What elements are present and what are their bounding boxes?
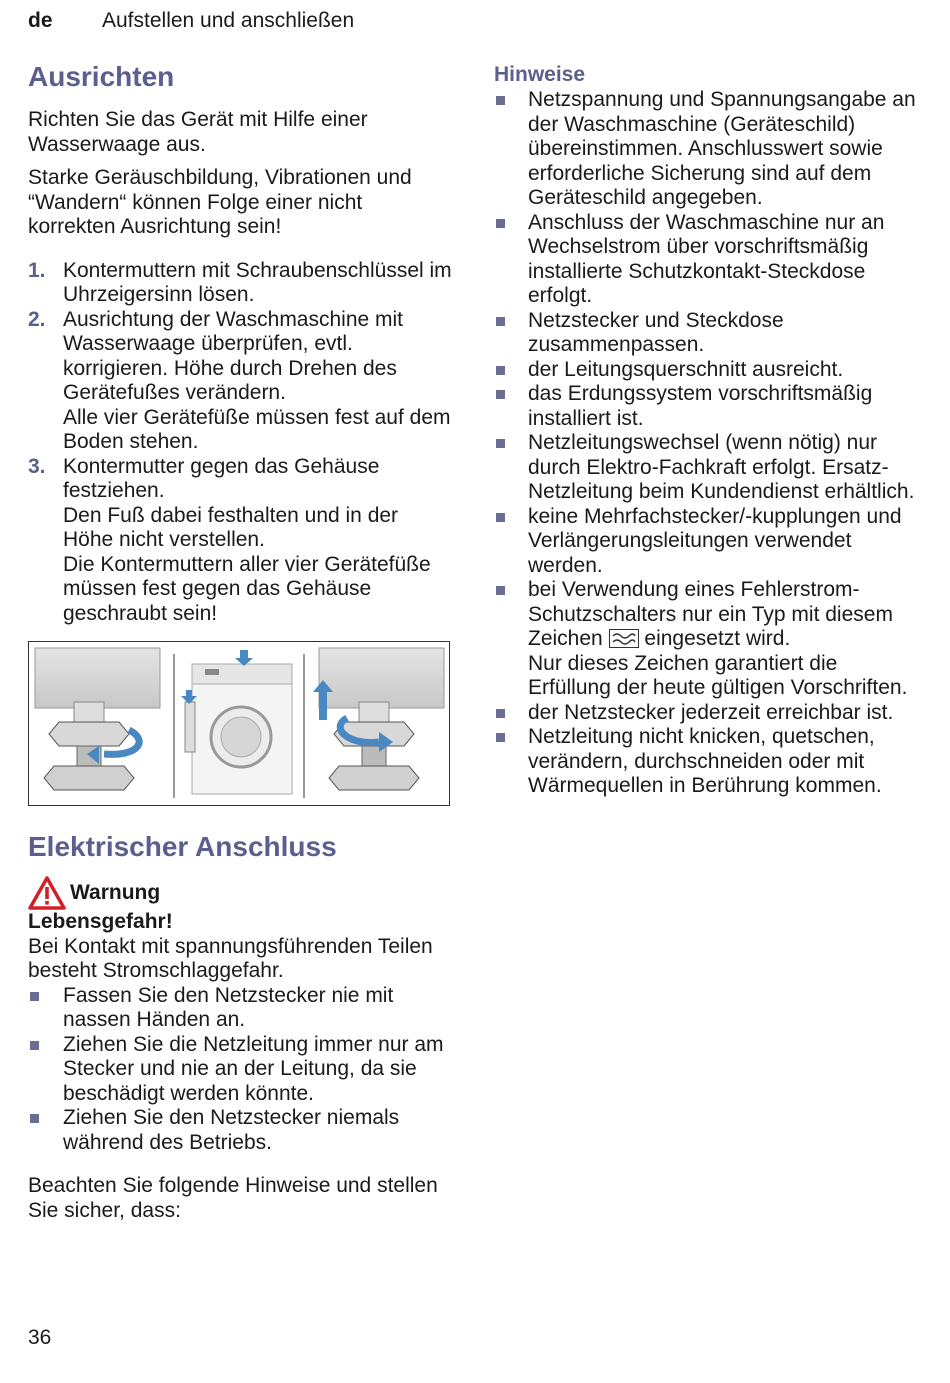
warning-triangle-icon xyxy=(28,876,66,910)
list-item xyxy=(494,725,924,799)
safety-bullets xyxy=(28,984,453,1156)
bullet-text: Netzstecker und Steckdose zusammenpassen. xyxy=(528,308,784,356)
bullet-square-icon xyxy=(496,709,505,718)
bullet-square-icon xyxy=(496,219,505,228)
header-section-title: Aufstellen und anschließen xyxy=(102,9,355,32)
rcd-text-after: eingesetzt wird. xyxy=(644,627,791,650)
warning-label: Warnung xyxy=(70,881,161,904)
alignment-illustration xyxy=(28,641,450,806)
hinweise-heading: Hinweise xyxy=(494,63,586,86)
danger-title: Lebensgefahr! xyxy=(28,910,173,933)
step-text: Den Fuß dabei festhalten und in der Höhe nicht verstellen. xyxy=(63,503,399,551)
step-text: Die Kontermuttern aller vier Gerätefüße müssen fest gegen das Gehäuse geschraubt sein! xyxy=(63,552,431,625)
ausrichten-para-1: Richten Sie das Gerät mit Hilfe einer Wasserwaage aus. xyxy=(28,108,368,156)
list-item xyxy=(494,358,924,383)
step-item xyxy=(28,259,453,308)
right-column xyxy=(494,62,924,799)
rcd-note: Nur dieses Zeichen garantiert die Erfüllung der heute gültigen Vorschriften. xyxy=(528,651,908,699)
heading-ausrichten: Ausrichten xyxy=(28,61,175,92)
closing-text: Beachten Sie folgende Hinweise und stellen Sie sicher, dass: xyxy=(28,1174,438,1222)
hinweise-list xyxy=(494,88,924,799)
bullet-square-icon xyxy=(496,733,505,742)
warning-header xyxy=(28,876,453,910)
bullet-text: Ziehen Sie die Netzleitung immer nur am Stecker und nie an der Leitung, da sie beschädigt werden könnte. xyxy=(63,1032,444,1105)
step-text: Kontermutter gegen das Gehäuse festziehen. xyxy=(63,454,380,502)
left-column xyxy=(28,60,453,1223)
bullet-square-icon xyxy=(496,96,505,105)
step-text: Ausrichtung der Waschmaschine mit Wasserwaage überprüfen, evtl. korrigieren. Höhe durch Drehen des Gerätefußes verändern. xyxy=(63,307,404,404)
bullet-text: keine Mehrfachstecker/-kupplungen und Verlängerungsleitungen verwendet werden. xyxy=(528,504,902,577)
list-item xyxy=(28,1106,453,1155)
washing-machine-drawing xyxy=(181,650,292,794)
bullet-text: Anschluss der Waschmaschine nur an Wechselstrom über vorschriftsmäßig installierte Schutzkontakt-Steckdose erfolgt. xyxy=(528,210,885,307)
feet-and-machine-drawing xyxy=(29,642,449,805)
bullet-text: das Erdungssystem vorschriftsmäßig installiert ist. xyxy=(528,382,873,430)
foot-loosen-drawing xyxy=(35,648,160,790)
step-number: 2. xyxy=(28,307,46,331)
bullet-square-icon xyxy=(30,1041,39,1050)
bullet-text: Netzleitung nicht knicken, quetschen, verändern, durchschneiden oder mit Wärmequellen in Berührung kommen. xyxy=(528,725,882,797)
list-item xyxy=(494,309,924,358)
step-text: Alle vier Gerätefüße müssen fest auf dem Boden stehen. xyxy=(63,405,451,453)
bullet-square-icon xyxy=(496,390,505,399)
bullet-square-icon xyxy=(30,1114,39,1123)
list-item xyxy=(494,382,924,431)
ausrichten-para-2: Starke Geräuschbildung, Vibrationen und “Wandern“ können Folge einer nicht korrekten Ausrichtung sein! xyxy=(28,166,412,238)
bullet-text: Netzleitungswechsel (wenn nötig) nur durch Elektro-Fachkraft erfolgt. Ersatz-Netzleitung beim Kundendienst erhältlich. xyxy=(528,431,915,503)
list-item xyxy=(494,211,924,309)
bullet-text: der Netzstecker jederzeit erreichbar ist. xyxy=(528,700,894,724)
bullet-text: Fassen Sie den Netzstecker nie mit nassen Händen an. xyxy=(63,983,394,1031)
heading-elektrischer-anschluss: Elektrischer Anschluss xyxy=(28,831,337,862)
header-language: de xyxy=(28,9,53,32)
bullet-text: der Leitungsquerschnitt ausreicht. xyxy=(528,357,844,381)
bullet-square-icon xyxy=(30,992,39,1001)
bullet-text: Netzspannung und Spannungsangabe an der Waschmaschine (Geräteschild) übereinstimmen. Anschlusswert sowie erforderliche Sicherung sind auf dem Geräteschild angegeben. xyxy=(528,88,916,209)
danger-text: Bei Kontakt mit spannungsführenden Teilen besteht Stromschlaggefahr. xyxy=(28,934,433,982)
bullet-square-icon xyxy=(496,317,505,326)
step-number: 1. xyxy=(28,258,46,282)
list-item xyxy=(494,88,924,211)
bullet-square-icon xyxy=(496,586,505,595)
list-item xyxy=(494,431,924,505)
step-number: 3. xyxy=(28,454,46,478)
bullet-square-icon xyxy=(496,513,505,522)
page-number: 36 xyxy=(28,1326,52,1349)
list-item xyxy=(28,1033,453,1107)
alignment-steps xyxy=(28,259,453,627)
step-item xyxy=(28,308,453,455)
residual-current-symbol-icon xyxy=(609,629,639,648)
rcd-text-before: bei Verwendung eines Fehlerstrom-Schutzschalters nur ein Typ mit diesem Zeichen xyxy=(528,578,893,650)
bullet-square-icon xyxy=(496,439,505,448)
list-item xyxy=(28,984,453,1033)
step-item xyxy=(28,455,453,627)
step-text: Kontermuttern mit Schraubenschlüssel im Uhrzeigersinn lösen. xyxy=(63,258,452,306)
foot-tighten-drawing xyxy=(313,648,444,790)
list-item xyxy=(494,701,924,726)
list-item xyxy=(494,505,924,579)
bullet-text: Ziehen Sie den Netzstecker niemals während des Betriebs. xyxy=(63,1106,400,1154)
list-item xyxy=(494,578,924,701)
bullet-square-icon xyxy=(496,366,505,375)
